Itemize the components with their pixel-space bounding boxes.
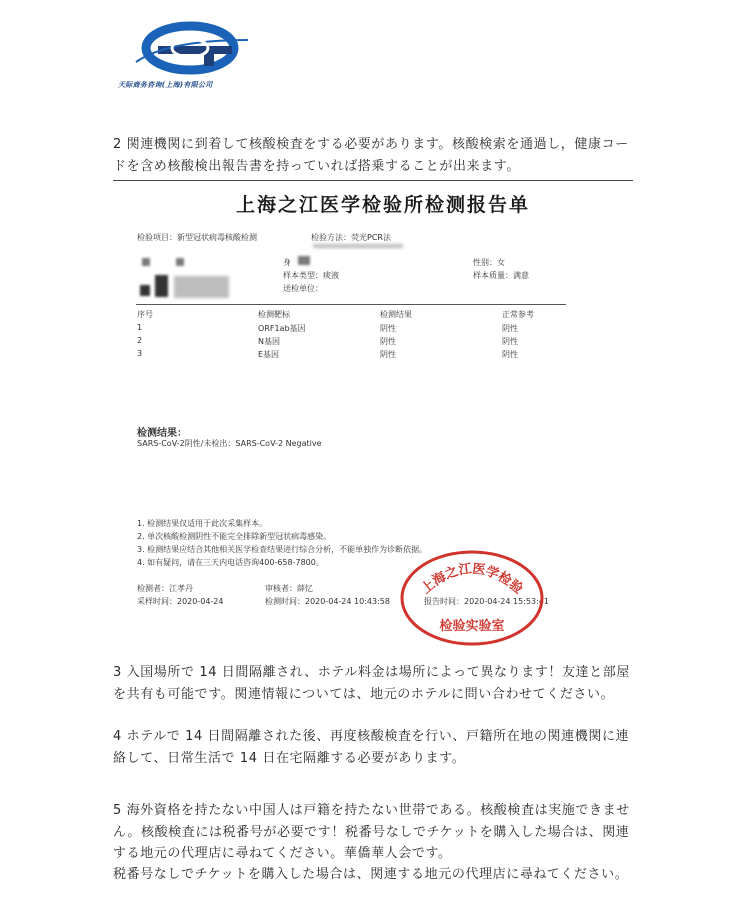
table-cell: 阴性 (380, 350, 396, 359)
paragraph-3: 3 入国場所で 14 日間隔離され、ホテル料金は場所によって異なります！友達と部屋を共有も可能です。関連情報については、地元のホテルに問い合わせてください。 (113, 665, 630, 702)
table-rule-top (136, 304, 566, 305)
table-cell: ORF1ab基因 (258, 324, 306, 333)
paragraph-5: 5 海外資格を持たない中国人は戸籍を持たない世帯である。核酸検査は実施できません。核酸検査には税番号が必要です！税番号なしでチケットを購入した場合は、関連する地元の代理店に尋ねてください。華僑華人会です。 (113, 803, 630, 861)
report-time: 报告时间：2020-04-24 15:53:41 (424, 597, 549, 606)
stamp-bottom-text: 检验实验室 (439, 619, 505, 634)
sample-time: 采样时间：2020-04-24 (137, 597, 224, 606)
svg-text:上海之江医学检验 (419, 561, 526, 597)
table-cell: 阴性 (502, 350, 518, 359)
report-sample-type: 样本类型：痰液 (283, 271, 339, 280)
test-time: 检测时间：2020-04-24 10:43:58 (265, 597, 390, 606)
reviewer: 审核者：薛忆 (265, 584, 313, 593)
table-cell: 1 (137, 323, 143, 332)
note-item: 4. 如有疑问，请在三天内电话咨询400-658-7800。 (137, 558, 324, 567)
note-item: 2. 单次核酸检测阴性不能完全排除新型冠状病毒感染。 (137, 532, 332, 541)
tester: 检测者：江孝丹 (137, 584, 193, 593)
lab-seal-stamp (398, 548, 546, 648)
stamp-top-text: 上海之江医学检验 (418, 561, 526, 598)
table-cell: 阴性 (502, 324, 518, 333)
report-top-rule (113, 180, 633, 181)
table-cell: 2 (137, 336, 143, 345)
note-item: 3. 检测结果应结合其他相关医学检查结果进行综合分析，不能单独作为诊断依据。 (137, 545, 428, 554)
table-header: 序号 (137, 310, 153, 319)
table-cell: 阴性 (380, 337, 396, 346)
table-header: 检测结果 (380, 310, 412, 319)
result-text: SARS-CoV-2阴性/未检出：SARS-CoV-2 Negative (137, 439, 322, 448)
report-id-label: 身 (283, 258, 291, 267)
report-item: 检验项目：新型冠状病毒核酸检测 (137, 233, 257, 242)
table-cell: 3 (137, 349, 143, 358)
redacted-block (155, 275, 168, 297)
note-item: 1. 检测结果仅适用于此次采集样本。 (137, 519, 268, 528)
redacted-block (174, 276, 229, 298)
redacted-block (142, 258, 150, 266)
report-submit-unit: 送检单位： (283, 284, 323, 293)
table-cell: N基因 (258, 337, 280, 346)
table-cell: E基因 (258, 350, 280, 359)
redacted-bar (313, 244, 403, 248)
table-header: 正常参考 (502, 310, 534, 319)
company-name: 天际商务咨询(上海)有限公司 (118, 81, 213, 89)
paragraph-4: 4 ホテルで 14 日間隔離された後、再度核酸検査を行い、戸籍所在地の関連機関に連絡して、日常生活で 14 日在宅隔離する必要があります。 (113, 729, 630, 766)
paragraph-2: 2 関連機関に到着して核酸検査をする必要があります。核酸検索を通過し，健康コードを含め核酸検出報告書を持っていれば搭乗することが出来ます。 (113, 137, 629, 174)
report-title: 上海之江医学检验所检测报告单 (236, 194, 531, 216)
table-header: 检测靶标 (258, 310, 290, 319)
redacted-block (140, 285, 150, 296)
table-cell: 阴性 (380, 324, 396, 333)
paragraph-5-continued: 税番号なしでチケットを購入した場合は、関連する地元の代理店に尋ねてください。 (113, 867, 629, 882)
redacted-block (298, 256, 310, 265)
result-heading: 检测结果： (137, 428, 187, 439)
redacted-block (176, 258, 184, 266)
table-cell: 阴性 (502, 337, 518, 346)
report-method: 检验方法：荧光PCR法 (311, 233, 391, 242)
report-sample-quality: 样本质量：满意 (473, 271, 529, 280)
report-sex: 性别：女 (473, 258, 505, 267)
